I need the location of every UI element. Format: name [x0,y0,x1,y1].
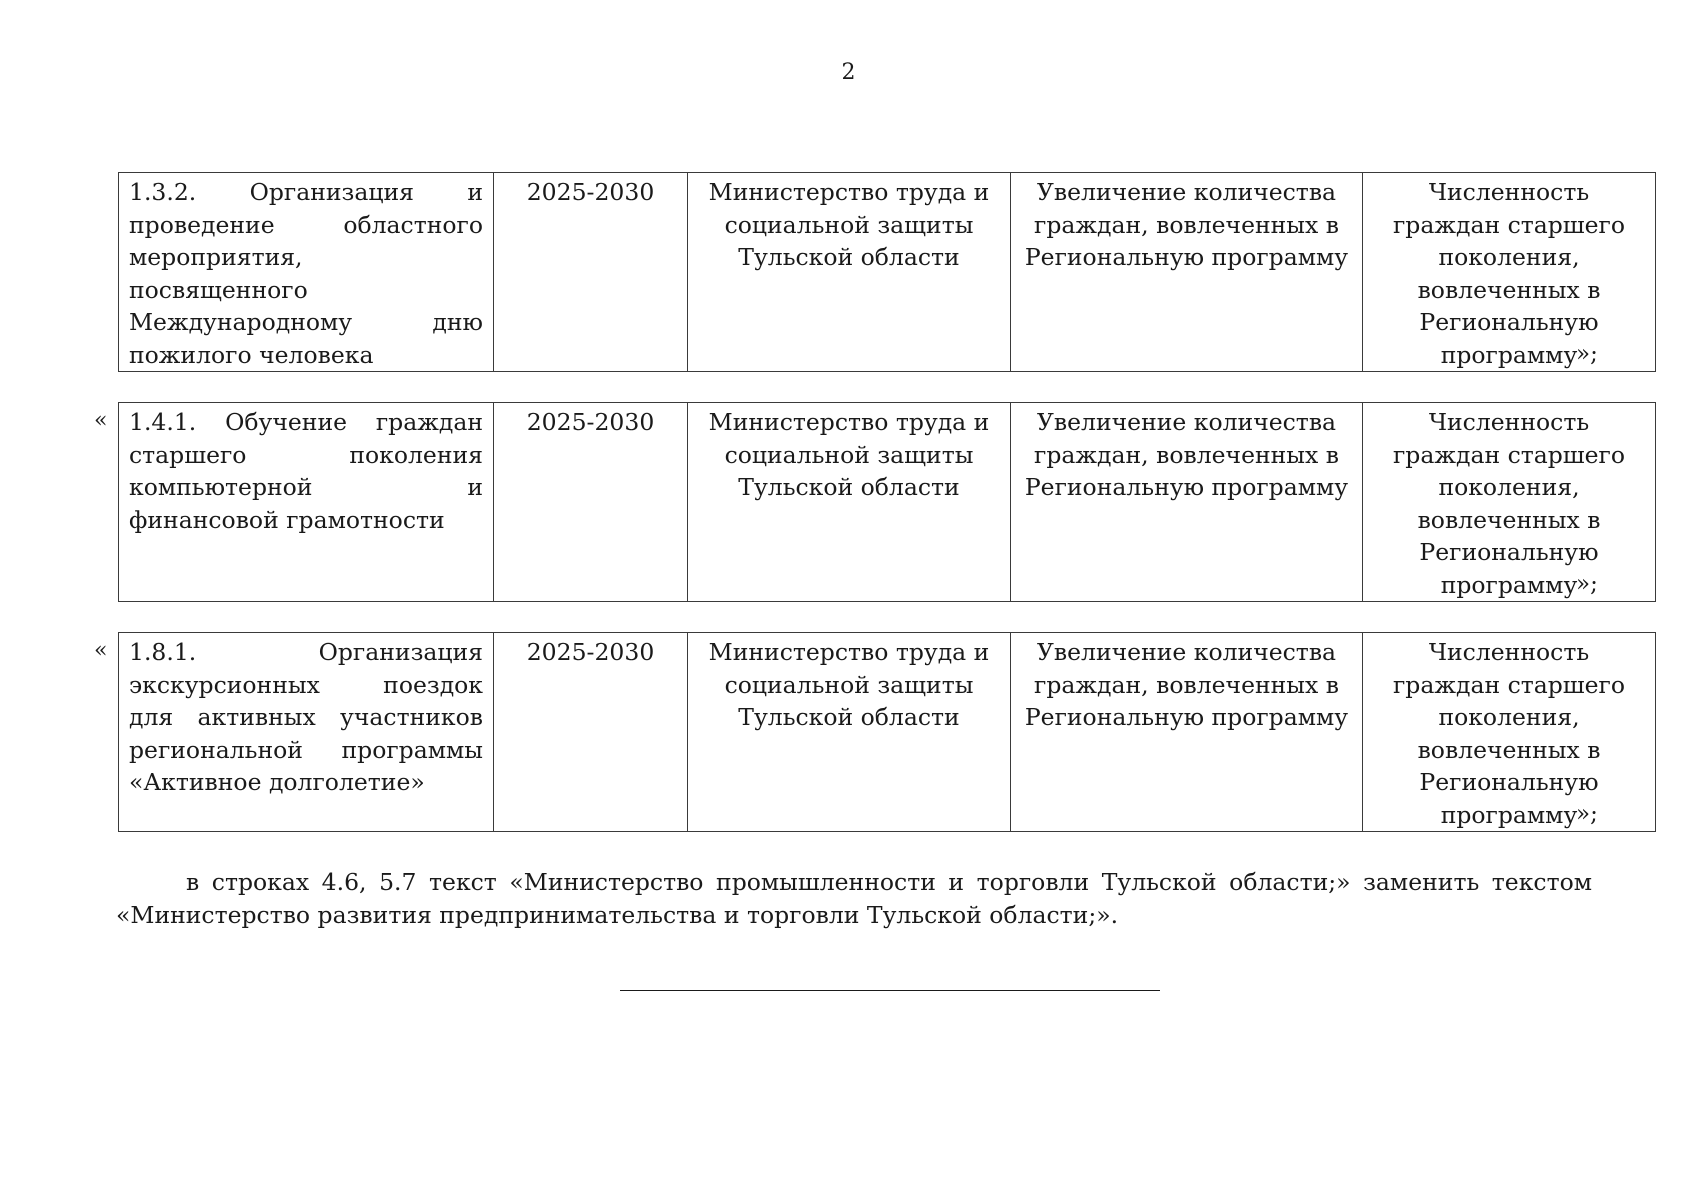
measure-name-line: старшего поколения [129,440,483,469]
result-cell: Увеличение количества граждан, вовлеченных в Региональную программу [1011,173,1363,372]
measure-table-2 [118,402,1656,602]
closing-quote: »; [1576,571,1598,597]
measure-name-line: Международному дню [129,308,483,336]
page-number: 2 [841,60,856,85]
measure-name-line: 1.8.1. Организация [129,638,483,666]
measure-table-3 [118,632,1656,832]
table-block-2 [94,402,1656,602]
indicator-cell: Численность граждан старшего поколения, вовлеченных в Региональную программу [1363,403,1656,602]
indicator-cell: Численность граждан старшего поколения, вовлеченных в Региональную программу [1363,173,1656,372]
closing-quote: »; [1576,341,1598,367]
closing-quote: »; [1576,801,1598,827]
table-row [119,403,1656,602]
table-block-1 [118,172,1656,372]
end-divider [620,990,1160,991]
table-row [119,173,1656,372]
measure-name-line: мероприятия, [129,243,303,271]
table-row [119,633,1656,832]
opening-quote: « [94,638,108,663]
measure-name-cell [119,403,494,602]
measure-name-line: пожилого человека [129,340,374,369]
measure-name-line: проведение областного [129,210,483,239]
result-cell: Увеличение количества граждан, вовлеченных в Региональную программу [1011,633,1363,832]
measure-name-line: посвященного [129,275,308,304]
measure-table-1 [118,172,1656,372]
measure-name-line: финансовой грамотности [129,505,445,534]
amendment-paragraph: в строках 4.6, 5.7 текст «Министерство промышленности и торговли Тульской области;» заменить текстом «Министерство развития предпринимательства и торговли Тульской области;». [116,868,1592,929]
measure-name-line: 1.3.2. Организация и [129,178,483,206]
executor-cell: Министерство труда и социальной защиты Тульской области [688,403,1011,602]
opening-quote: « [94,408,108,433]
table-block-3 [94,632,1656,832]
measure-name-cell [119,173,494,372]
measure-name-line: 1.4.1. Обучение граждан [129,408,483,436]
measure-name-line: «Активное долголетие» [129,768,425,796]
executor-cell: Министерство труда и социальной защиты Тульской области [688,633,1011,832]
measure-name-line: региональной программы [129,735,483,764]
measure-name-line: компьютерной и [129,473,483,501]
measure-name-line: для активных участников [129,703,483,731]
measure-name-cell [119,633,494,832]
result-cell: Увеличение количества граждан, вовлеченных в Региональную программу [1011,403,1363,602]
executor-cell: Министерство труда и социальной защиты Тульской области [688,173,1011,372]
measure-name-line: экскурсионных поездок [129,670,483,699]
period-cell: 2025-2030 [494,403,688,602]
period-cell: 2025-2030 [494,173,688,372]
indicator-cell: Численность граждан старшего поколения, вовлеченных в Региональную программу [1363,633,1656,832]
period-cell: 2025-2030 [494,633,688,832]
